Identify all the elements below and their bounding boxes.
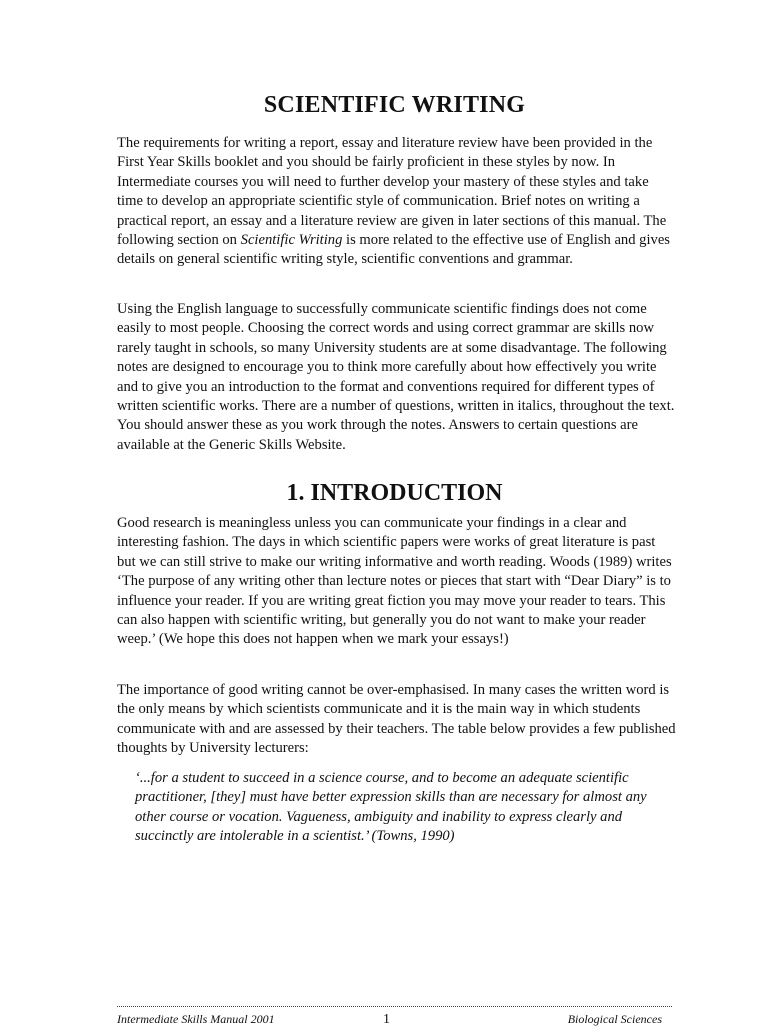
intro-paragraph-part2: is more related to the effective use of English and gives details on general scientific writing style, scientific conventions and grammar. xyxy=(117,232,670,268)
importance-paragraph: The importance of good writing cannot be over-emphasised. In many cases the written word is the only means by which scientists communicate and it is the main way in which students communicate with and are assessed by their teachers. The table below provides a few published thoughts by University lecturers: xyxy=(117,682,676,757)
section-heading-introduction: 1. INTRODUCTION xyxy=(286,480,503,506)
page-number: 1 xyxy=(383,1012,390,1027)
intro-paragraph xyxy=(117,134,677,270)
intro-paragraph-emphasis: Scientific Writing xyxy=(240,232,343,249)
document-title: SCIENTIFIC WRITING xyxy=(263,92,526,118)
footer-manual-title: Intermediate Skills Manual 2001 xyxy=(117,1012,275,1026)
footer-divider xyxy=(117,1006,672,1007)
footer-department: Biological Sciences xyxy=(567,1012,662,1026)
towns-quote: ‘...for a student to succeed in a science course, and to become an adequate scientific practitioner, [they] must have better expression skills than are necessary for almost any other course or vocation. Vagueness, ambiguity and inability to express clearly and succinctly are intolerable in a scientist.’ (Towns, 1990) xyxy=(135,770,647,845)
intro-paragraph-part1: The requirements for writing a report, essay and literature review have been provided in the First Year Skills booklet and you should be fairly proficient in these styles by now. In Intermediate courses you will need to further develop your mastery of these styles and take time to develop an appropriate scientific style of communication. Brief notes on writing a practical report, an essay and a literature review are given in later sections of this manual. The following section on xyxy=(117,135,667,249)
english-language-paragraph: Using the English language to successfully communicate scientific findings does not come easily to most people. Choosing the correct words and using correct grammar are skills now rarely taught in schools, so many University students are at some disadvantage. The following notes are designed to encourage you to think more carefully about how effectively you write and to give you an introduction to the format and conventions required for different types of written scientific works. There are a number of questions, written in italics, throughout the text. You should answer these as you work through the notes. Answers to certain questions are available at the Generic Skills Website. xyxy=(117,301,675,453)
good-research-paragraph: Good research is meaningless unless you can communicate your findings in a clear and interesting fashion. The days in which scientific papers were works of great literature is past but we can still strive to make our writing informative and worth reading. Woods (1989) writes ‘The purpose of any writing other than lecture notes or pieces that start with “Dear Diary” is to influence your reader. If you are writing great fiction you may move your reader to tears. This can also happen with scientific writing, but generally you do not want to make your reader weep.’ (We hope this does not happen when we mark your essays!) xyxy=(117,515,672,648)
